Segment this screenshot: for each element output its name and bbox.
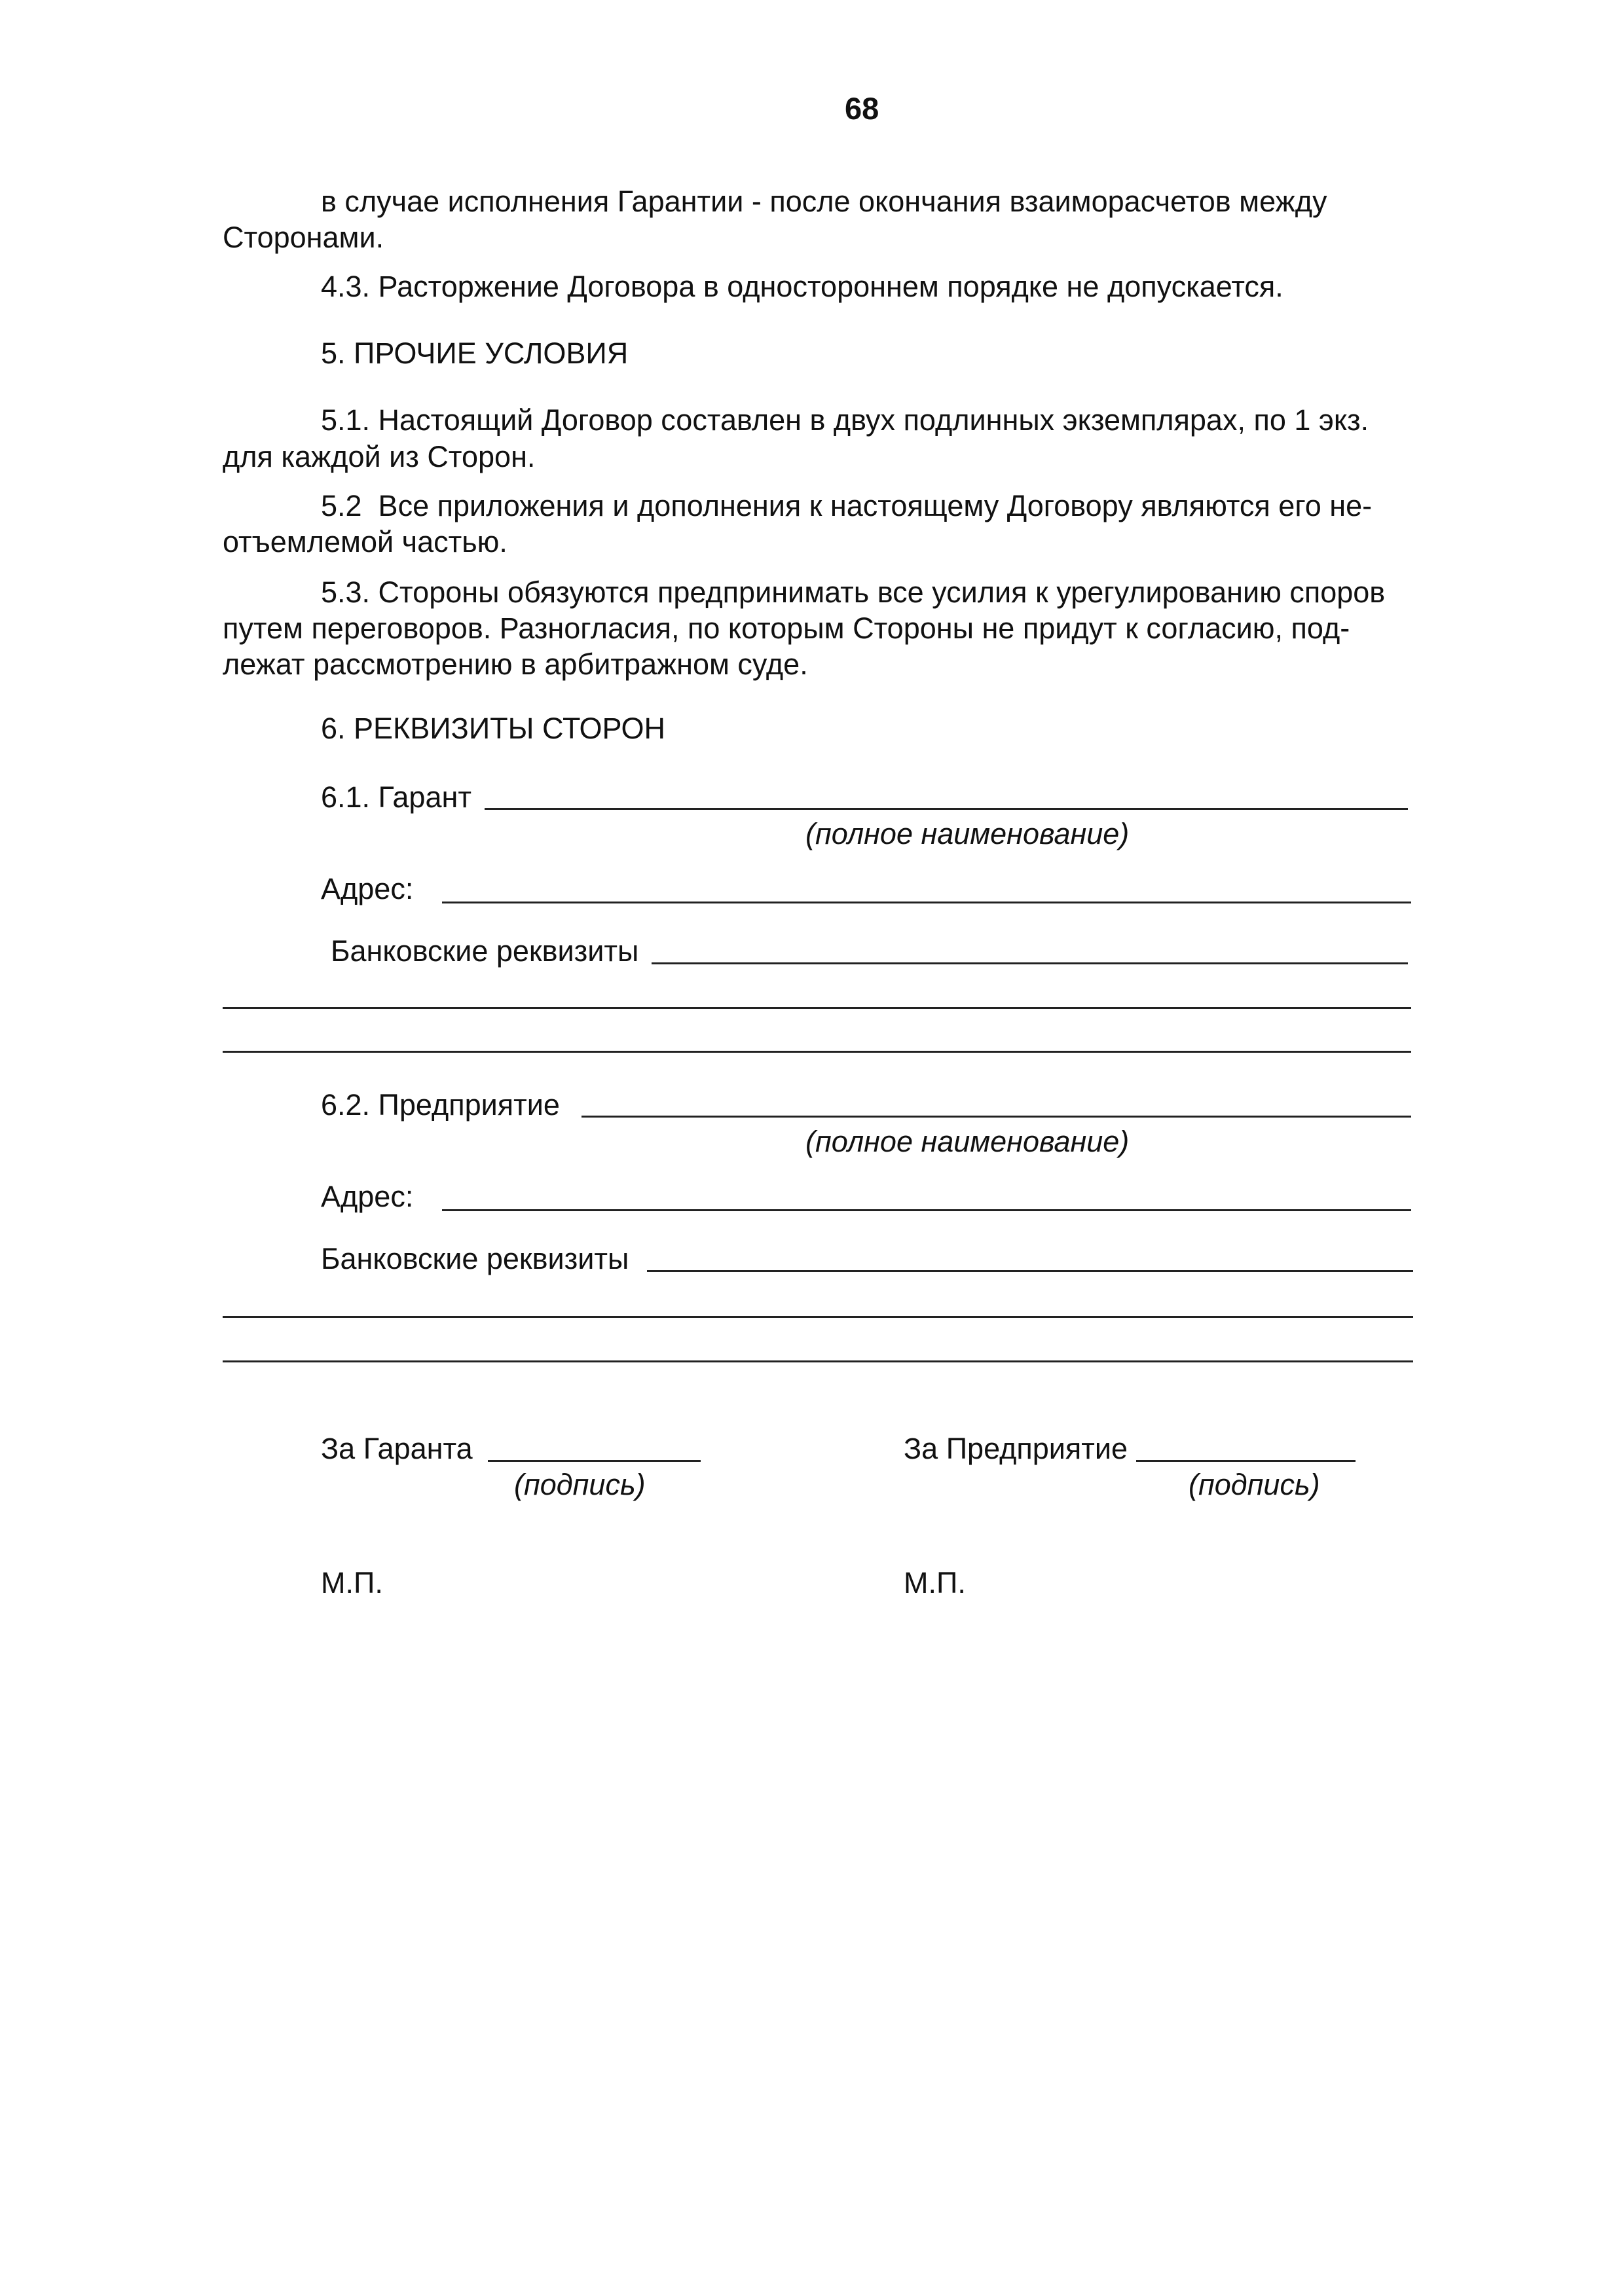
guarantor-name-line[interactable]	[485, 808, 1408, 810]
enterprise-signature-label: За Предприятие	[904, 1432, 1128, 1465]
guarantor-signature-hint: (подпись)	[514, 1468, 646, 1501]
paragraph-5-1-line-2: для каждой из Сторон.	[223, 440, 536, 473]
paragraph-4-2-end-line-1: в случае исполнения Гарантии - после окончания взаиморасчетов между	[321, 185, 1327, 218]
section-6-heading: 6. РЕКВИЗИТЫ СТОРОН	[321, 712, 665, 745]
enterprise-name-line[interactable]	[581, 1116, 1411, 1118]
enterprise-name-hint: (полное наименование)	[805, 1125, 1130, 1158]
enterprise-signature-hint: (подпись)	[1189, 1468, 1320, 1501]
guarantor-signature-label: За Гаранта	[321, 1432, 473, 1465]
guarantor-signature-line[interactable]	[488, 1460, 701, 1462]
page-number: 68	[845, 91, 879, 126]
guarantor-bank-label: Банковские реквизиты	[331, 934, 639, 968]
enterprise-label: 6.2. Предприятие	[321, 1088, 560, 1121]
paragraph-5-1-line-1: 5.1. Настоящий Договор составлен в двух подлинных экземплярах, по 1 экз.	[321, 403, 1369, 437]
enterprise-bank-line-2[interactable]	[223, 1316, 1413, 1318]
guarantor-stamp-place: М.П.	[321, 1566, 383, 1599]
guarantor-name-hint: (полное наименование)	[805, 817, 1130, 850]
paragraph-4-2-end-line-2: Сторонами.	[223, 221, 384, 254]
enterprise-address-label: Адрес:	[321, 1180, 414, 1213]
section-5-heading: 5. ПРОЧИЕ УСЛОВИЯ	[321, 337, 629, 370]
paragraph-5-2-line-1: 5.2 Все приложения и дополнения к настоящему Договору являются его не-	[321, 489, 1373, 522]
enterprise-bank-line-3[interactable]	[223, 1360, 1413, 1362]
enterprise-address-line[interactable]	[442, 1209, 1411, 1211]
enterprise-bank-line[interactable]	[647, 1270, 1413, 1272]
paragraph-5-3-line-2: путем переговоров. Разногласия, по которым Стороны не придут к согласию, под-	[223, 611, 1350, 645]
enterprise-bank-label: Банковские реквизиты	[321, 1242, 629, 1275]
paragraph-5-2-line-2: отъемлемой частью.	[223, 525, 507, 558]
paragraph-5-3-line-1: 5.3. Стороны обязуются предпринимать все усилия к урегулированию споров	[321, 575, 1386, 609]
guarantor-label: 6.1. Гарант	[321, 780, 471, 814]
guarantor-bank-line[interactable]	[652, 962, 1408, 964]
paragraph-5-3-line-3: лежат рассмотрению в арбитражном суде.	[223, 647, 808, 681]
guarantor-bank-line-3[interactable]	[223, 1051, 1411, 1053]
enterprise-signature-line[interactable]	[1136, 1460, 1356, 1462]
guarantor-address-line[interactable]	[442, 902, 1411, 903]
paragraph-4-3: 4.3. Расторжение Договора в одностороннем порядке не допускается.	[321, 270, 1283, 303]
enterprise-stamp-place: М.П.	[904, 1566, 966, 1599]
guarantor-address-label: Адрес:	[321, 872, 414, 905]
guarantor-bank-line-2[interactable]	[223, 1007, 1411, 1009]
